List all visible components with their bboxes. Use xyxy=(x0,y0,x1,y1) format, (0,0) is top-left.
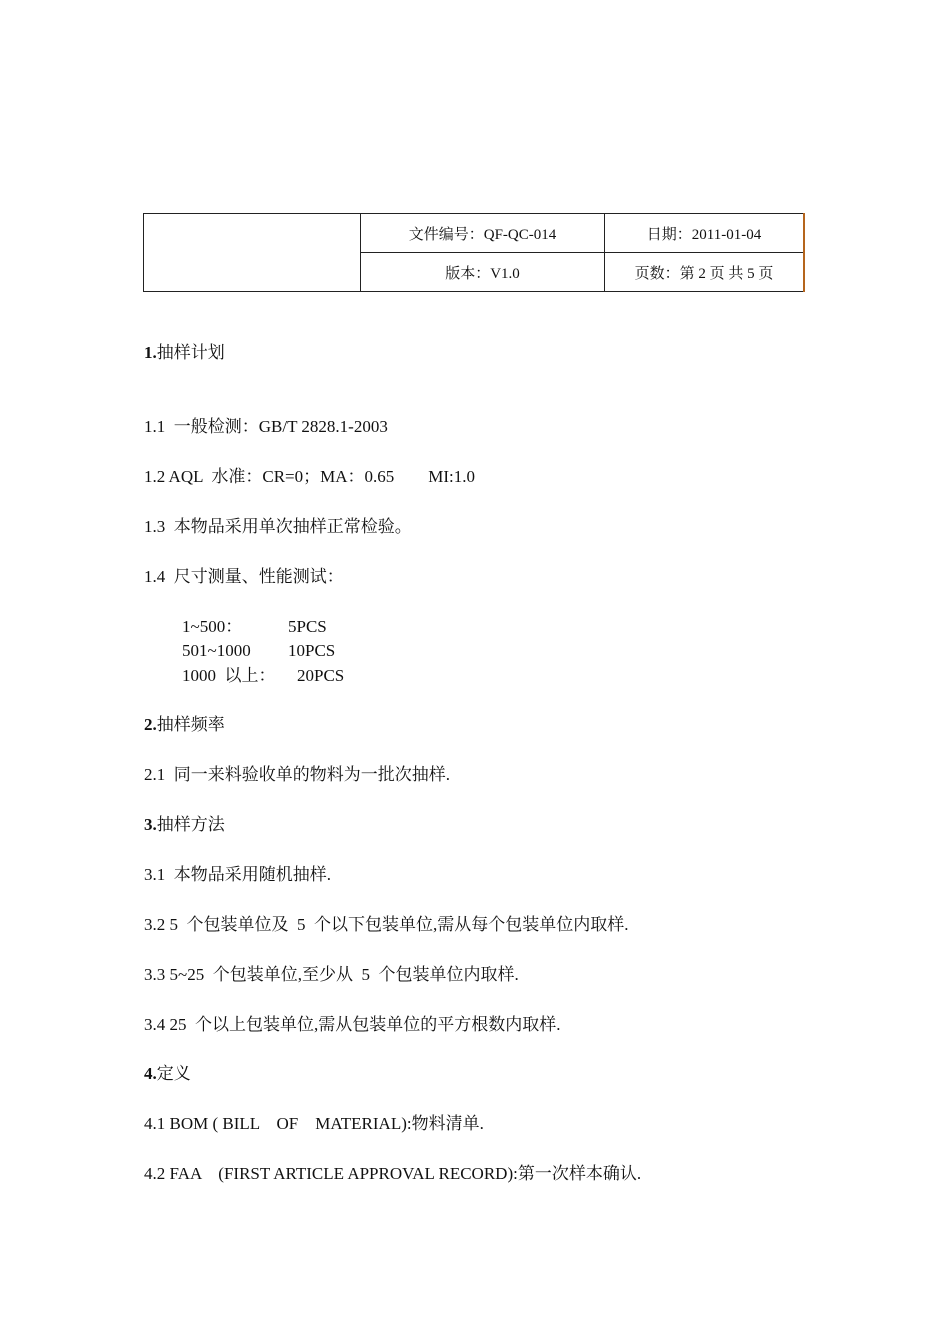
sampling-qty-2: 10PCS xyxy=(288,641,336,660)
sampling-range-2: 501~1000 xyxy=(182,641,251,660)
item-1-4: 1.4 尺寸测量、性能测试： xyxy=(144,567,344,586)
header-logo-cell xyxy=(144,214,361,292)
section-4-number: 4. xyxy=(144,1064,157,1083)
section-1-title: 抽样计划 xyxy=(156,343,225,362)
document-header-table xyxy=(143,213,805,292)
section-1-heading xyxy=(144,342,225,364)
item-3-3: 3.3 5~25 个包装单位,至少从 5 个包装单位内取样. xyxy=(144,965,519,984)
item-3-2: 3.2 5 个包装单位及 5 个以下包装单位,需从每个包装单位内取样. xyxy=(144,915,629,934)
section-2-number: 2. xyxy=(144,715,157,734)
item-1-1: 1.1 一般检测：GB/T 2828.1-2003 xyxy=(144,417,388,436)
item-3-4: 3.4 25 个以上包装单位,需从包装单位的平方根数内取样. xyxy=(144,1015,561,1034)
section-2-heading xyxy=(144,714,225,736)
item-4-2: 4.2 FAA (FIRST ARTICLE APPROVAL RECORD):第一次样本确认. xyxy=(144,1164,642,1183)
section-4-title: 定义 xyxy=(156,1064,191,1083)
section-1-number: 1. xyxy=(144,343,157,362)
section-2-title: 抽样频率 xyxy=(156,715,225,734)
item-4-1: 4.1 BOM ( BILL OF MATERIAL):物料清单. xyxy=(144,1114,484,1133)
section-3-heading xyxy=(144,814,225,836)
item-1-2: 1.2 AQL 水准：CR=0；MA：0.65 MI:1.0 xyxy=(144,467,476,486)
item-1-3: 1.3 本物品采用单次抽样正常检验。 xyxy=(144,517,412,536)
item-2-1: 2.1 同一来料验收单的物料为一批次抽样. xyxy=(144,765,450,784)
sampling-qty-3: 20PCS xyxy=(297,666,345,685)
date-cell: 日期：2011-01-04 xyxy=(605,214,805,253)
version-cell: 版本：V1.0 xyxy=(361,253,605,292)
page-count-cell: 页数：第 2 页 共 5 页 xyxy=(605,253,805,292)
sampling-range-1: 1~500： xyxy=(182,617,243,636)
section-3-title: 抽样方法 xyxy=(156,815,225,834)
section-4-heading xyxy=(144,1063,191,1085)
sampling-range-3: 1000 以上： xyxy=(182,666,276,685)
doc-number-cell: 文件编号：QF-QC-014 xyxy=(361,214,605,253)
section-3-number: 3. xyxy=(144,815,157,834)
item-3-1: 3.1 本物品采用随机抽样. xyxy=(144,865,331,884)
sampling-qty-1: 5PCS xyxy=(288,617,327,636)
